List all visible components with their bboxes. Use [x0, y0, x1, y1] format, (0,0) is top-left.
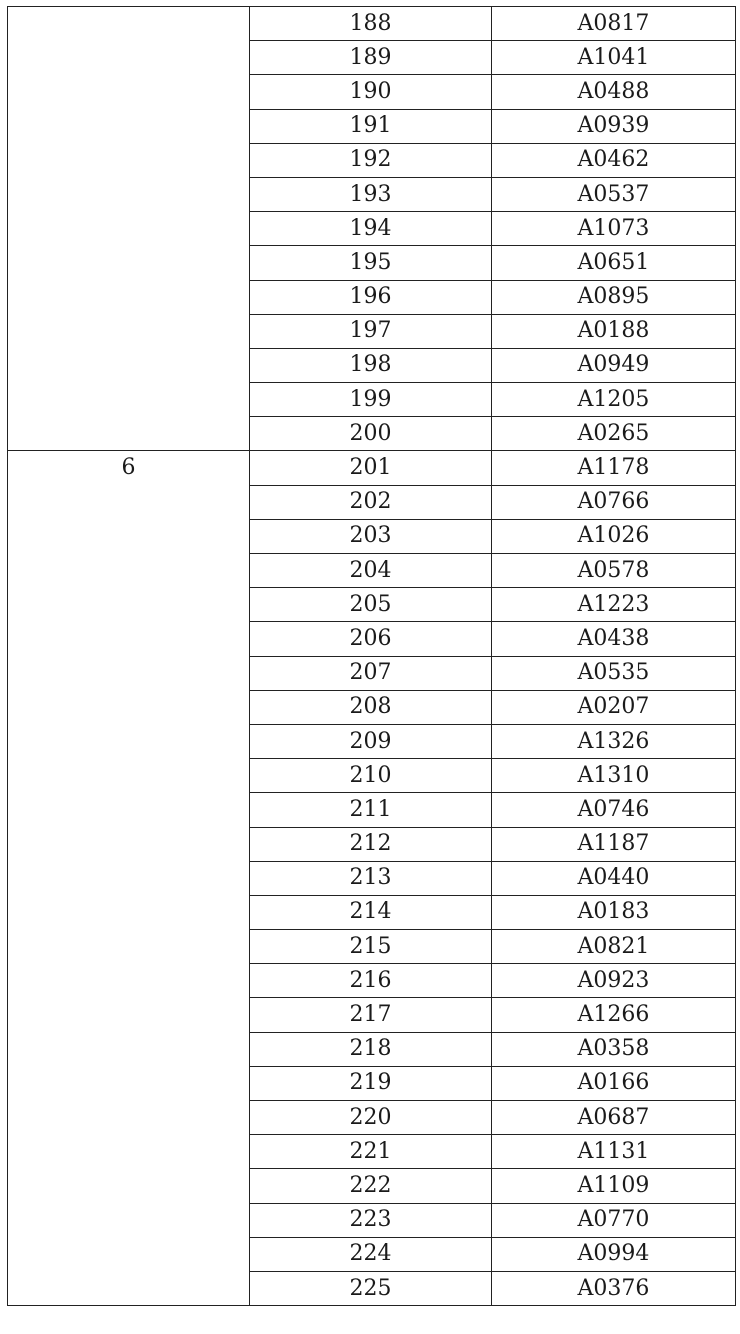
row-number-cell: 198 [250, 348, 492, 382]
row-number-cell: 219 [250, 1066, 492, 1100]
row-number-cell: 206 [250, 622, 492, 656]
code-cell: A0746 [492, 793, 736, 827]
code-cell: A0923 [492, 964, 736, 998]
code-cell: A0166 [492, 1066, 736, 1100]
row-number-cell: 208 [250, 690, 492, 724]
table-row [8, 451, 736, 485]
row-number-cell: 202 [250, 485, 492, 519]
row-number-cell: 215 [250, 930, 492, 964]
code-cell: A0770 [492, 1203, 736, 1237]
row-number-cell: 203 [250, 519, 492, 553]
row-number-cell: 213 [250, 861, 492, 895]
code-cell: A1205 [492, 383, 736, 417]
row-number-cell: 201 [250, 451, 492, 485]
assignment-table [7, 6, 736, 1306]
code-cell: A0817 [492, 7, 736, 41]
row-number-cell: 205 [250, 588, 492, 622]
code-cell: A0488 [492, 75, 736, 109]
row-number-cell: 220 [250, 1101, 492, 1135]
code-cell: A0651 [492, 246, 736, 280]
row-number-cell: 196 [250, 280, 492, 314]
row-number-cell: 214 [250, 895, 492, 929]
row-number-cell: 194 [250, 212, 492, 246]
code-cell: A0188 [492, 314, 736, 348]
row-number-cell: 216 [250, 964, 492, 998]
row-number-cell: 190 [250, 75, 492, 109]
code-cell: A0537 [492, 177, 736, 211]
code-cell: A0578 [492, 554, 736, 588]
code-cell: A0535 [492, 656, 736, 690]
code-cell: A1310 [492, 759, 736, 793]
row-number-cell: 207 [250, 656, 492, 690]
code-cell: A0949 [492, 348, 736, 382]
row-number-cell: 189 [250, 41, 492, 75]
row-number-cell: 212 [250, 827, 492, 861]
code-cell: A0687 [492, 1101, 736, 1135]
code-cell: A1178 [492, 451, 736, 485]
code-cell: A1223 [492, 588, 736, 622]
code-cell: A1041 [492, 41, 736, 75]
row-number-cell: 223 [250, 1203, 492, 1237]
code-cell: A0994 [492, 1237, 736, 1271]
code-cell: A1266 [492, 998, 736, 1032]
code-cell: A0440 [492, 861, 736, 895]
row-number-cell: 197 [250, 314, 492, 348]
row-number-cell: 188 [250, 7, 492, 41]
code-cell: A0939 [492, 109, 736, 143]
row-number-cell: 217 [250, 998, 492, 1032]
table-row [8, 7, 736, 41]
group-label-cell: 6 [8, 451, 250, 1306]
row-number-cell: 222 [250, 1169, 492, 1203]
code-cell: A0821 [492, 930, 736, 964]
row-number-cell: 211 [250, 793, 492, 827]
row-number-cell: 224 [250, 1237, 492, 1271]
row-number-cell: 195 [250, 246, 492, 280]
document-table-container [7, 6, 735, 1306]
code-cell: A0895 [492, 280, 736, 314]
table-body [8, 7, 736, 1306]
row-number-cell: 192 [250, 143, 492, 177]
row-number-cell: 199 [250, 383, 492, 417]
code-cell: A0438 [492, 622, 736, 656]
row-number-cell: 209 [250, 724, 492, 758]
code-cell: A0358 [492, 1032, 736, 1066]
row-number-cell: 191 [250, 109, 492, 143]
row-number-cell: 210 [250, 759, 492, 793]
code-cell: A1187 [492, 827, 736, 861]
code-cell: A1326 [492, 724, 736, 758]
row-number-cell: 193 [250, 177, 492, 211]
code-cell: A1073 [492, 212, 736, 246]
row-number-cell: 204 [250, 554, 492, 588]
code-cell: A0265 [492, 417, 736, 451]
code-cell: A1131 [492, 1135, 736, 1169]
row-number-cell: 218 [250, 1032, 492, 1066]
row-number-cell: 225 [250, 1271, 492, 1305]
code-cell: A0462 [492, 143, 736, 177]
code-cell: A0207 [492, 690, 736, 724]
code-cell: A0376 [492, 1271, 736, 1305]
code-cell: A0766 [492, 485, 736, 519]
row-number-cell: 221 [250, 1135, 492, 1169]
group-label-cell [8, 7, 250, 451]
code-cell: A1026 [492, 519, 736, 553]
row-number-cell: 200 [250, 417, 492, 451]
code-cell: A1109 [492, 1169, 736, 1203]
code-cell: A0183 [492, 895, 736, 929]
